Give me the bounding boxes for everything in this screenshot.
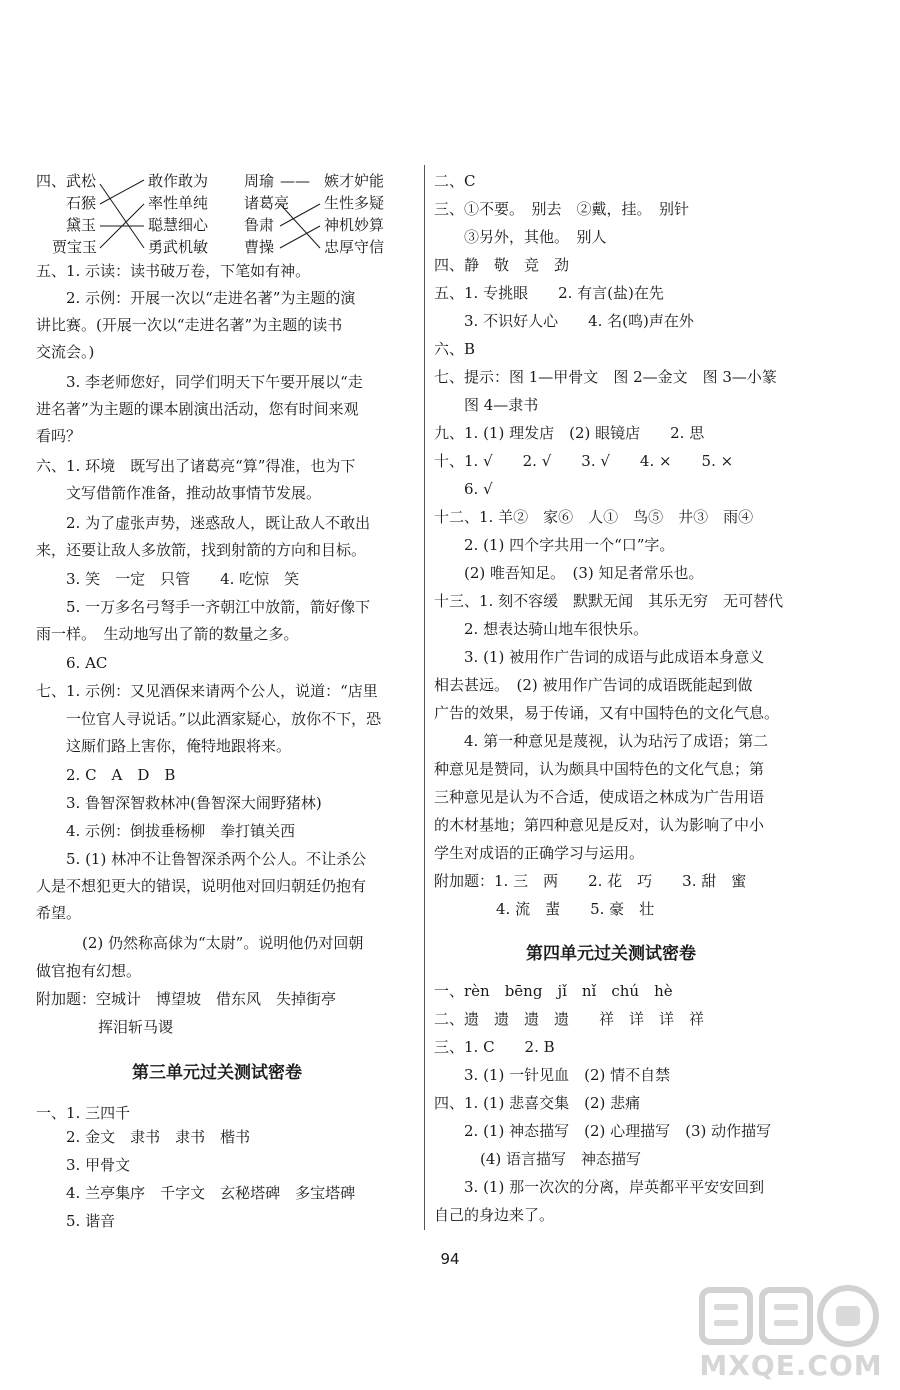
- watermark: [696, 1282, 886, 1382]
- answer-line: 3. (1) 那一次次的分离，岸英都平平安安回到: [464, 1178, 765, 1196]
- name-wusong: 武松: [66, 172, 97, 190]
- matching-exercise: [36, 168, 426, 258]
- answer-line: (2) 唯吾知足。 (3) 知足者常乐也。: [464, 564, 704, 582]
- answer-line: 一、1. 三四千: [36, 1104, 131, 1122]
- answer-line: 文写借箭作准备，推动故事情节发展。: [66, 484, 322, 502]
- answer-line: 相去甚远。 (2) 被用作广告词的成语既能起到做: [434, 676, 753, 694]
- answer-line: 挥泪斩马谡: [98, 1018, 174, 1036]
- answer-line: 自己的身边来了。: [434, 1206, 555, 1224]
- answer-line: 六、1. 环境 既写出了诸葛亮“算”得准，也为下: [36, 457, 356, 475]
- answer-line: 2. (1) 神态描写 (2) 心理描写 (3) 动作描写: [464, 1122, 772, 1140]
- answer-line: 九、1. (1) 理发店 (2) 眼镜店 2. 思: [434, 424, 705, 442]
- answer-line: 雨一样。 生动地写出了箭的数量之多。: [36, 625, 299, 643]
- answer-line: 十三、1. 刻不容缓 默默无闻 其乐无穷 无可替代: [434, 592, 784, 610]
- trait-5: 嫉才妒能: [324, 172, 385, 190]
- answer-line: ③另外，其他。 别人: [464, 228, 607, 246]
- answer-line: 2. (1) 四个字共用一个“口”字。: [464, 536, 675, 554]
- answer-line: 3. 李老师您好，同学们明天下午要开展以“走: [66, 373, 363, 391]
- trait-1: 敢作敢为: [148, 172, 209, 190]
- answer-line: (4) 语言描写 神态描写: [480, 1150, 642, 1168]
- answer-line: 5. 一万多名弓弩手一齐朝江中放箭，箭好像下: [66, 598, 371, 616]
- section-heading-unit-4: 第四单元过关测试密卷: [526, 944, 696, 964]
- answer-line: 3. 笑 一定 只管 4. 吃惊 笑: [66, 570, 300, 588]
- answer-line: 3. (1) 一针见血 (2) 情不自禁: [464, 1066, 671, 1084]
- answer-line: 广告的效果，易于传诵，又有中国特色的文化气息。: [434, 704, 780, 722]
- answer-line: 2. 金文 隶书 隶书 楷书: [66, 1128, 251, 1146]
- answer-line: 3. 鲁智深智救林冲(鲁智深大闹野猪林): [66, 794, 322, 812]
- trait-8: 忠厚守信: [324, 238, 385, 256]
- answer-line: 四、1. (1) 悲喜交集 (2) 悲痛: [434, 1094, 641, 1112]
- name-zhouyu: 周瑜: [244, 172, 275, 190]
- answer-line: 二、C: [434, 172, 476, 190]
- answer-line: 2. 示例：开展一次以“走进名著”为主题的演: [66, 289, 356, 307]
- watermark-logo: [696, 1282, 886, 1352]
- name-zhugeliang: 诸葛亮: [244, 194, 290, 212]
- matching-lines: [36, 168, 426, 258]
- answer-line: 三、①不要。 别去 ②戴，挂。 别针: [434, 200, 690, 218]
- answer-line: 三、1. C 2. B: [434, 1038, 555, 1056]
- trait-3: 聪慧细心: [148, 216, 209, 234]
- answer-line: 2. 为了虚张声势，迷惑敌人，既让敌人不敢出: [66, 514, 371, 532]
- answer-line: 十二、1. 羊② 家⑥ 人① 鸟⑤ 井③ 雨④: [434, 508, 754, 526]
- name-baoyu: 贾宝玉: [52, 238, 98, 256]
- match-line: [280, 204, 320, 248]
- match-line: [100, 184, 144, 248]
- name-daiyu: 黛玉: [66, 216, 97, 234]
- trait-2: 率性单纯: [148, 194, 209, 212]
- answer-line: 5. 谐音: [66, 1212, 116, 1230]
- answer-line: 2. 想表达骑山地车很快乐。: [464, 620, 649, 638]
- question-number: 四、: [36, 172, 67, 190]
- answer-line: 二、遗 遗 遗 遗 祥 详 详 祥: [434, 1010, 705, 1028]
- answer-line: 讲比赛。(开展一次以“走进名著”为主题的读书: [36, 316, 343, 334]
- answer-line: 七、提示：图 1—甲骨文 图 2—金文 图 3—小篆: [434, 368, 777, 386]
- watermark-url: MXQE.COM: [699, 1349, 883, 1382]
- trait-7: 神机妙算: [324, 216, 385, 234]
- answer-line: 3. (1) 被用作广告词的成语与此成语本身意义: [464, 648, 765, 666]
- answer-line: 附加题：空城计 博望坡 借东风 失掉街亭: [36, 990, 337, 1008]
- answer-line: 交流会。): [36, 343, 95, 361]
- answer-line: 4. 第一种意见是蔑视，认为玷污了成语；第二: [464, 732, 769, 750]
- answer-line: 4. 流 蜚 5. 豪 壮: [496, 900, 655, 918]
- answer-line: 学生对成语的正确学习与运用。: [434, 844, 645, 862]
- trait-4: 勇武机敏: [148, 238, 209, 256]
- answer-line: 五、1. 专挑眼 2. 有言(盐)在先: [434, 284, 664, 302]
- answer-line: 种意见是赞同，认为颇具中国特色的文化气息；第: [434, 760, 765, 778]
- answer-line: 十、1. √ 2. √ 3. √ 4. × 5. ×: [434, 452, 734, 470]
- answer-line: 人是不想犯更大的错误，说明他对回归朝廷仍抱有: [36, 877, 367, 895]
- match-line: [280, 226, 320, 248]
- match-line: [100, 180, 144, 204]
- answer-line: 6. √: [464, 480, 493, 498]
- answer-line: 2. C A D B: [66, 766, 176, 784]
- answer-line: 看吗？: [36, 427, 82, 445]
- answer-line: 3. 甲骨文: [66, 1156, 131, 1174]
- name-caocao: 曹操: [244, 238, 275, 256]
- match-line: [280, 204, 320, 226]
- section-heading-unit-3: 第三单元过关测试密卷: [132, 1063, 302, 1083]
- answer-line: 来，还要让敌人多放箭，找到射箭的方向和目标。: [36, 541, 367, 559]
- answer-line: 七、1. 示例：又见酒保来请两个公人，说道：“店里: [36, 682, 378, 700]
- answer-line: 进名著”为主题的课本剧演出活动，您有时间来观: [36, 400, 359, 418]
- name-shihou: 石猴: [66, 194, 97, 212]
- answer-line: 这厮们路上害你，俺特地跟将来。: [66, 737, 292, 755]
- match-dash: ——: [280, 172, 310, 190]
- page-number: 94: [440, 1250, 460, 1268]
- answer-line: 附加题：1. 三 两 2. 花 巧 3. 甜 蜜: [434, 872, 747, 890]
- name-lusu: 鲁肃: [244, 216, 275, 234]
- answer-line: 五、1. 示读：读书破万卷，下笔如有神。: [36, 262, 311, 280]
- answer-line: 5. (1) 林冲不让鲁智深杀两个公人。不让杀公: [66, 850, 367, 868]
- answer-line: 六、B: [434, 340, 476, 358]
- answer-line: 做官抱有幻想。: [36, 962, 142, 980]
- answer-line: 希望。: [36, 904, 82, 922]
- answer-line: 四、静 敬 竞 劲: [434, 256, 570, 274]
- answer-line: 6. AC: [66, 654, 108, 672]
- answer-line: 的木材基地；第四种意见是反对，认为影响了中小: [434, 816, 765, 834]
- answer-line: (2) 仍然称高俅为“太尉”。说明他仍对回朝: [82, 934, 364, 952]
- answer-line: 3. 不识好人心 4. 名(鸣)声在外: [464, 312, 694, 330]
- answer-line: 一、rèn bēng jǐ nǐ chú hè: [434, 982, 673, 1000]
- answer-line: 三种意见是认为不合适，使成语之林成为广告用语: [434, 788, 765, 806]
- answer-line: 4. 兰亭集序 千字文 玄秘塔碑 多宝塔碑: [66, 1184, 356, 1202]
- answer-line: 一位官人寻说话。”以此酒家疑心，放你不下，恐: [66, 710, 382, 728]
- trait-6: 生性多疑: [324, 194, 385, 212]
- answer-line: 4. 示例：倒拔垂杨柳 拳打镇关西: [66, 822, 296, 840]
- column-divider: [424, 165, 425, 1230]
- answer-line: 图 4—隶书: [464, 396, 539, 414]
